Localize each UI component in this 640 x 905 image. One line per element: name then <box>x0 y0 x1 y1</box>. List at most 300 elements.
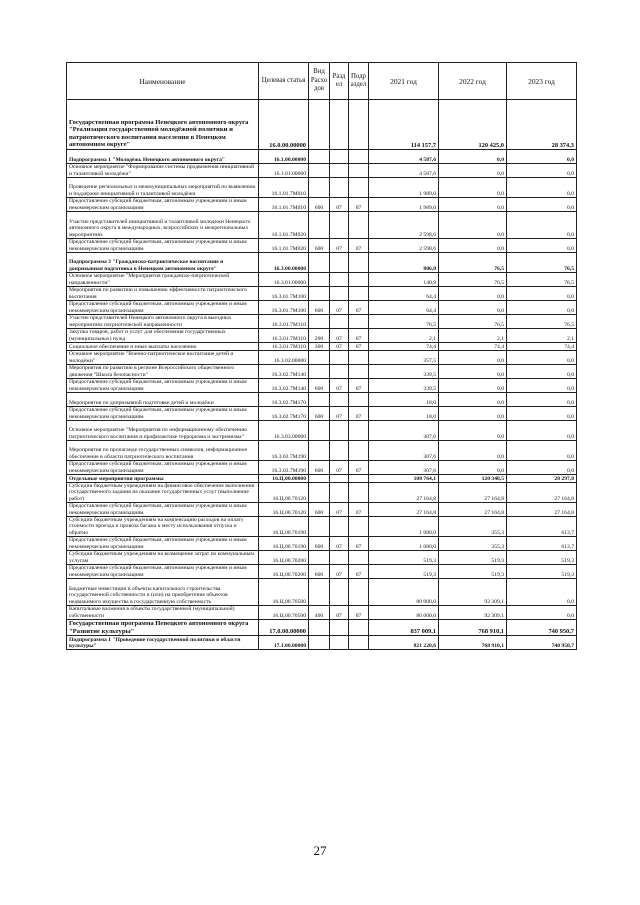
row-section <box>330 365 349 379</box>
row-value-2021: 64,4 <box>369 301 439 315</box>
table-row <box>67 343 577 351</box>
row-value-2022: 0,0 <box>439 379 507 393</box>
row-value-2021: 2 598,6 <box>369 239 439 253</box>
row-section: 07 <box>330 537 349 551</box>
row-name: Субсидии бюджетным учреждениям на возмещение затрат по коммунальным услугам <box>67 551 259 565</box>
table-row <box>67 407 577 421</box>
header-target: Целевая статья <box>259 63 309 100</box>
row-target: 16.3.02.7М140 <box>259 365 309 379</box>
table-row <box>67 150 577 164</box>
row-section <box>330 393 349 407</box>
row-value-2022: 74,4 <box>439 343 507 351</box>
row-value-2021: 80 000,0 <box>369 606 439 620</box>
row-value-2021: 2,1 <box>369 329 439 343</box>
row-value-2023: 0,0 <box>507 301 577 315</box>
row-subsection: 07 <box>349 565 369 579</box>
header-2023: 2023 год <box>507 63 577 100</box>
row-target: 16.Ц.00.70500 <box>259 579 309 606</box>
row-name: Предоставление субсидий бюджетным, автономным учреждениям и иным некоммерческим организациям <box>67 407 259 421</box>
row-type <box>309 483 330 503</box>
row-value-2021: 307,6 <box>369 421 439 441</box>
row-name: Предоставление субсидий бюджетным, автономным учреждениям и иным некоммерческим организациям <box>67 537 259 551</box>
table-row <box>67 517 577 537</box>
row-value-2023: 740 950,7 <box>507 620 577 636</box>
row-type: 600 <box>309 537 330 551</box>
row-value-2022: 0,0 <box>439 212 507 239</box>
row-type <box>309 150 330 164</box>
row-value-2022: 2,1 <box>439 329 507 343</box>
row-section <box>330 273 349 287</box>
row-section: 07 <box>330 329 349 343</box>
row-subsection <box>349 253 369 273</box>
row-value-2022: 0,0 <box>439 301 507 315</box>
table-row <box>67 565 577 579</box>
row-value-2021: 1 989,0 <box>369 198 439 212</box>
row-subsection: 07 <box>349 329 369 343</box>
row-value-2023: 27 164,8 <box>507 503 577 517</box>
row-subsection: 07 <box>349 606 369 620</box>
table-row <box>67 287 577 301</box>
row-name: Подпрограмма 1 "Проведение государственной политики в области культуры" <box>67 636 259 650</box>
header-name: Наименование <box>67 63 259 100</box>
row-value-2022: 76,5 <box>439 273 507 287</box>
row-value-2021: 64,4 <box>369 287 439 301</box>
row-name: Бюджетные инвестиции в объекты капитального строительства государственной собственности и (или) на приобретение объектов недвижимого имущества в государственную собственность <box>67 579 259 606</box>
row-value-2022: 0,0 <box>439 198 507 212</box>
table-row <box>67 198 577 212</box>
table-row <box>67 620 577 636</box>
row-value-2023: 613,7 <box>507 517 577 537</box>
row-value-2021: 108 764,1 <box>369 475 439 483</box>
row-subsection <box>349 351 369 365</box>
row-value-2023: 0,0 <box>507 198 577 212</box>
row-type <box>309 100 330 150</box>
row-value-2021: 1 080,0 <box>369 517 439 537</box>
row-target: 16.3.02.7М140 <box>259 379 309 393</box>
row-value-2023: 0,0 <box>507 606 577 620</box>
row-type <box>309 351 330 365</box>
row-name: Социальное обеспечение и иные выплаты населению <box>67 343 259 351</box>
row-section <box>330 351 349 365</box>
row-value-2021: 18,0 <box>369 407 439 421</box>
row-value-2022: 0,0 <box>439 164 507 178</box>
table-row <box>67 475 577 483</box>
row-value-2021: 18,0 <box>369 393 439 407</box>
row-target: 16.3.01.7М110 <box>259 343 309 351</box>
row-value-2023: 613,7 <box>507 537 577 551</box>
row-section <box>330 287 349 301</box>
row-value-2022: 0,0 <box>439 178 507 198</box>
row-type: 600 <box>309 503 330 517</box>
row-type <box>309 475 330 483</box>
row-value-2022: 0,0 <box>439 239 507 253</box>
table-body <box>67 100 577 650</box>
table-row <box>67 503 577 517</box>
row-section: 07 <box>330 379 349 393</box>
row-target: 17.0.00.00000 <box>259 620 309 636</box>
row-type <box>309 393 330 407</box>
row-value-2023: 28 374,3 <box>507 100 577 150</box>
row-value-2023: 74,4 <box>507 343 577 351</box>
row-type <box>309 287 330 301</box>
row-subsection <box>349 178 369 198</box>
row-value-2021: 307,6 <box>369 441 439 461</box>
row-target: 16.0.00.00000 <box>259 100 309 150</box>
table-row <box>67 461 577 475</box>
row-value-2023: 0,0 <box>507 441 577 461</box>
header-type: Вид Расхо дов <box>309 63 330 100</box>
row-target: 16.3.03.7М190 <box>259 441 309 461</box>
row-type: 600 <box>309 407 330 421</box>
row-type: 600 <box>309 239 330 253</box>
row-value-2021: 806,0 <box>369 253 439 273</box>
row-section <box>330 100 349 150</box>
row-subsection: 07 <box>349 503 369 517</box>
row-section: 07 <box>330 407 349 421</box>
table-row <box>67 351 577 365</box>
row-value-2023: 0,0 <box>507 579 577 606</box>
row-name: Мероприятия по допризывной подготовке детей и молодёжи <box>67 393 259 407</box>
row-value-2023: 2,1 <box>507 329 577 343</box>
row-name: Предоставление субсидий бюджетным, автономным учреждениям и иным некоммерческим организациям <box>67 565 259 579</box>
row-name: Предоставление субсидий бюджетным, автономным учреждениям и иным некоммерческим организациям <box>67 379 259 393</box>
row-value-2022: 76,5 <box>439 253 507 273</box>
row-value-2023: 0,0 <box>507 393 577 407</box>
table-row <box>67 301 577 315</box>
row-subsection <box>349 393 369 407</box>
table-row <box>67 365 577 379</box>
row-target: 16.3.01.7М100 <box>259 301 309 315</box>
row-section: 07 <box>330 461 349 475</box>
row-type <box>309 579 330 606</box>
row-target: 17.1.00.00000 <box>259 636 309 650</box>
table-row <box>67 636 577 650</box>
row-name: Проведение региональных и межмуниципальных мероприятий по выявлению и поддержке инициативной и талантливой молодёжи <box>67 178 259 198</box>
row-value-2022: 768 910,1 <box>439 636 507 650</box>
row-value-2022: 0,0 <box>439 351 507 365</box>
row-subsection <box>349 483 369 503</box>
row-target: 16.Ц.00.70120 <box>259 483 309 503</box>
table-row <box>67 483 577 503</box>
row-subsection: 07 <box>349 198 369 212</box>
row-type <box>309 273 330 287</box>
row-name: Основное мероприятие "Формирование системы продвижения инициативной и талантливой молодёжи" <box>67 164 259 178</box>
row-target: 16.1.01.7М010 <box>259 178 309 198</box>
row-subsection <box>349 475 369 483</box>
row-section: 07 <box>330 565 349 579</box>
row-target: 16.1.01.7М020 <box>259 212 309 239</box>
table-row <box>67 579 577 606</box>
row-subsection <box>349 517 369 537</box>
budget-table <box>66 62 577 650</box>
row-value-2022: 519,3 <box>439 565 507 579</box>
row-value-2022: 0,0 <box>439 150 507 164</box>
row-target: 16.3.01.7М100 <box>259 287 309 301</box>
row-section: 07 <box>330 606 349 620</box>
row-value-2023: 0,0 <box>507 287 577 301</box>
row-subsection <box>349 273 369 287</box>
row-value-2022: 92 309,1 <box>439 579 507 606</box>
row-value-2023: 0,0 <box>507 365 577 379</box>
row-subsection <box>349 636 369 650</box>
header-subsection: Подр аздел <box>349 63 369 100</box>
row-value-2021: 4 587,6 <box>369 164 439 178</box>
row-section <box>330 475 349 483</box>
row-name: Предоставление субсидий бюджетным, автономным учреждениям и иным некоммерческим организациям <box>67 461 259 475</box>
row-subsection: 07 <box>349 379 369 393</box>
row-target: 16.3.03.7М190 <box>259 461 309 475</box>
row-target: 16.3.03.00000 <box>259 421 309 441</box>
row-value-2023: 0,0 <box>507 164 577 178</box>
header-2022: 2022 год <box>439 63 507 100</box>
row-value-2023: 0,0 <box>507 239 577 253</box>
row-value-2021: 140,9 <box>369 273 439 287</box>
row-value-2021: 821 220,6 <box>369 636 439 650</box>
table-row <box>67 239 577 253</box>
row-subsection <box>349 100 369 150</box>
row-name: Отдельные мероприятия программы <box>67 475 259 483</box>
table-row <box>67 551 577 565</box>
row-target: 16.Ц.00.00000 <box>259 475 309 483</box>
row-section: 07 <box>330 301 349 315</box>
row-section <box>330 620 349 636</box>
row-value-2021: 357,5 <box>369 351 439 365</box>
row-type: 600 <box>309 301 330 315</box>
row-value-2023: 76,5 <box>507 273 577 287</box>
row-type: 200 <box>309 329 330 343</box>
row-value-2021: 74,4 <box>369 343 439 351</box>
row-value-2023: 76,5 <box>507 253 577 273</box>
row-name: Предоставление субсидий бюджетным, автономным учреждениям и иным некоммерческим организациям <box>67 301 259 315</box>
row-subsection <box>349 579 369 606</box>
table-row <box>67 164 577 178</box>
header-row <box>67 63 577 100</box>
row-name: Основное мероприятие "Военно-патриотическое воспитание детей и молодёжи" <box>67 351 259 365</box>
row-name: Предоставление субсидий бюджетным, автономным учреждениям и иным некоммерческим организациям <box>67 503 259 517</box>
row-target: 16.3.02.7М170 <box>259 407 309 421</box>
row-value-2022: 27 164,8 <box>439 483 507 503</box>
row-value-2023: 0,0 <box>507 351 577 365</box>
row-subsection <box>349 164 369 178</box>
row-value-2023: 28 297,8 <box>507 475 577 483</box>
row-value-2023: 0,0 <box>507 150 577 164</box>
row-subsection <box>349 150 369 164</box>
row-subsection <box>349 287 369 301</box>
row-value-2021: 27 164,8 <box>369 483 439 503</box>
page-number: 27 <box>313 843 327 858</box>
row-value-2021: 4 587,6 <box>369 150 439 164</box>
row-section: 07 <box>330 198 349 212</box>
header-section: Разд ел <box>330 63 349 100</box>
row-value-2022: 355,3 <box>439 517 507 537</box>
row-section <box>330 315 349 329</box>
row-value-2022: 0,0 <box>439 441 507 461</box>
header-2021: 2021 год <box>369 63 439 100</box>
row-target: 16.1.01.7М020 <box>259 239 309 253</box>
row-name: Субсидии бюджетным учреждениям на финансовое обеспечение выполнения государственного задания на оказание государственных услуг (выполнение работ) <box>67 483 259 503</box>
row-type: 600 <box>309 198 330 212</box>
row-subsection: 07 <box>349 301 369 315</box>
row-value-2023: 76,5 <box>507 315 577 329</box>
table-row <box>67 100 577 150</box>
row-type <box>309 212 330 239</box>
row-value-2023: 0,0 <box>507 407 577 421</box>
row-section <box>330 212 349 239</box>
row-subsection: 07 <box>349 343 369 351</box>
row-type: 600 <box>309 565 330 579</box>
row-type <box>309 365 330 379</box>
row-section <box>330 421 349 441</box>
row-name: Подпрограмма 3 "Гражданско-патриотическое воспитание и допризывная подготовка в Ненецком автономном округе" <box>67 253 259 273</box>
row-target: 16.1.00.00000 <box>259 150 309 164</box>
row-value-2021: 339,5 <box>369 379 439 393</box>
row-target: 16.3.01.7М110 <box>259 315 309 329</box>
row-subsection: 07 <box>349 537 369 551</box>
row-target: 16.3.00.00000 <box>259 253 309 273</box>
row-value-2021: 1 989,0 <box>369 178 439 198</box>
row-target: 16.3.01.7М110 <box>259 329 309 343</box>
row-value-2023: 519,3 <box>507 551 577 565</box>
row-value-2021: 1 080,0 <box>369 537 439 551</box>
row-value-2021: 837 009,1 <box>369 620 439 636</box>
row-type: 600 <box>309 379 330 393</box>
row-type <box>309 315 330 329</box>
table-row <box>67 273 577 287</box>
row-name: Государственная программа Ненецкого автономного округа "Развитие культуры" <box>67 620 259 636</box>
row-target: 16.Ц.00.70500 <box>259 606 309 620</box>
row-section <box>330 178 349 198</box>
table-row <box>67 441 577 461</box>
row-value-2022: 27 164,8 <box>439 503 507 517</box>
row-target: 16.Ц.00.70200 <box>259 565 309 579</box>
row-type <box>309 178 330 198</box>
row-value-2022: 0,0 <box>439 287 507 301</box>
row-value-2021: 27 164,8 <box>369 503 439 517</box>
row-value-2022: 768 910,1 <box>439 620 507 636</box>
row-subsection <box>349 365 369 379</box>
budget-table-page <box>66 62 576 650</box>
row-value-2022: 355,3 <box>439 537 507 551</box>
row-value-2021: 307,6 <box>369 461 439 475</box>
row-value-2021: 80 000,0 <box>369 579 439 606</box>
row-value-2021: 76,5 <box>369 315 439 329</box>
row-section <box>330 150 349 164</box>
row-value-2022: 0,0 <box>439 461 507 475</box>
row-value-2023: 0,0 <box>507 421 577 441</box>
row-section: 07 <box>330 343 349 351</box>
row-section <box>330 579 349 606</box>
row-subsection: 07 <box>349 461 369 475</box>
row-subsection <box>349 212 369 239</box>
table-row <box>67 606 577 620</box>
row-subsection <box>349 551 369 565</box>
row-value-2022: 519,3 <box>439 551 507 565</box>
row-name: Предоставление субсидий бюджетным, автономным учреждениям и иным некоммерческим организациям <box>67 239 259 253</box>
row-value-2021: 519,3 <box>369 551 439 565</box>
row-name: Государственная программа Ненецкого автономного округа "Реализация государственной молодёжной политики и патриотического воспитания населения в Ненецком автономном округе" <box>67 100 259 150</box>
row-target: 16.Ц.00.70120 <box>259 503 309 517</box>
row-section: 07 <box>330 503 349 517</box>
row-value-2021: 2 598,6 <box>369 212 439 239</box>
row-value-2022: 76,5 <box>439 315 507 329</box>
row-value-2021: 114 157,7 <box>369 100 439 150</box>
row-type <box>309 164 330 178</box>
row-name: Основное мероприятие "Мероприятия гражданско-патриотической направленности" <box>67 273 259 287</box>
row-name: Участие представителей инициативной и талантливой молодежи Ненецкого автономного округа в международных, всероссийских и межрегиональных мероприятиях <box>67 212 259 239</box>
row-section <box>330 441 349 461</box>
row-target: 16.1.01.00000 <box>259 164 309 178</box>
row-target: 16.Ц.00.70190 <box>259 537 309 551</box>
row-section <box>330 636 349 650</box>
table-row <box>67 212 577 239</box>
row-subsection: 07 <box>349 239 369 253</box>
row-value-2021: 339,5 <box>369 365 439 379</box>
row-type <box>309 517 330 537</box>
row-target: 16.Ц.00.70190 <box>259 517 309 537</box>
row-subsection <box>349 441 369 461</box>
row-name: Капитальные вложения в объекты государственной (муниципальной) собственности <box>67 606 259 620</box>
table-row <box>67 421 577 441</box>
row-value-2021: 519,3 <box>369 565 439 579</box>
row-name: Мероприятия по развитию в регионе Всероссийского общественного движения "Школа безопасности" <box>67 365 259 379</box>
row-value-2022: 0,0 <box>439 421 507 441</box>
row-section <box>330 253 349 273</box>
row-target: 16.Ц.00.70200 <box>259 551 309 565</box>
table-row <box>67 315 577 329</box>
row-value-2023: 0,0 <box>507 178 577 198</box>
row-target: 16.3.01.00000 <box>259 273 309 287</box>
row-type <box>309 620 330 636</box>
row-value-2023: 519,3 <box>507 565 577 579</box>
row-type <box>309 636 330 650</box>
row-subsection <box>349 620 369 636</box>
row-section <box>330 551 349 565</box>
row-subsection <box>349 421 369 441</box>
table-row <box>67 178 577 198</box>
row-name: Субсидии бюджетным учреждениям на компенсацию расходов на оплату стоимости проезда и провоза багажа к месту использования отпуска и обратно <box>67 517 259 537</box>
row-section <box>330 483 349 503</box>
row-name: Мероприятия по развитию и повышению эффективности патриотического воспитания <box>67 287 259 301</box>
row-value-2023: 0,0 <box>507 379 577 393</box>
row-value-2022: 92 309,1 <box>439 606 507 620</box>
table-row <box>67 537 577 551</box>
row-type <box>309 441 330 461</box>
row-value-2022: 0,0 <box>439 365 507 379</box>
row-value-2022: 120 348,5 <box>439 475 507 483</box>
row-section <box>330 164 349 178</box>
row-type <box>309 551 330 565</box>
row-type <box>309 421 330 441</box>
row-type: 600 <box>309 461 330 475</box>
row-value-2023: 0,0 <box>507 461 577 475</box>
row-name: Закупка товаров, работ и услуг для обеспечения государственных (муниципальных) нужд <box>67 329 259 343</box>
row-value-2022: 120 425,0 <box>439 100 507 150</box>
row-target: 16.1.01.7М010 <box>259 198 309 212</box>
row-type: 400 <box>309 606 330 620</box>
table-row <box>67 379 577 393</box>
row-section <box>330 517 349 537</box>
row-target: 16.3.02.00000 <box>259 351 309 365</box>
row-type: 300 <box>309 343 330 351</box>
table-row <box>67 393 577 407</box>
table-row <box>67 253 577 273</box>
row-value-2023: 0,0 <box>507 212 577 239</box>
row-name: Основное мероприятие "Мероприятия по информационному обеспечению патриотического воспитания и профилактике терроризма и экстремизма" <box>67 421 259 441</box>
row-name: Подпрограмма 1 "Молодёжь Ненецкого автономного округа" <box>67 150 259 164</box>
row-subsection <box>349 315 369 329</box>
row-type <box>309 253 330 273</box>
row-value-2022: 0,0 <box>439 407 507 421</box>
